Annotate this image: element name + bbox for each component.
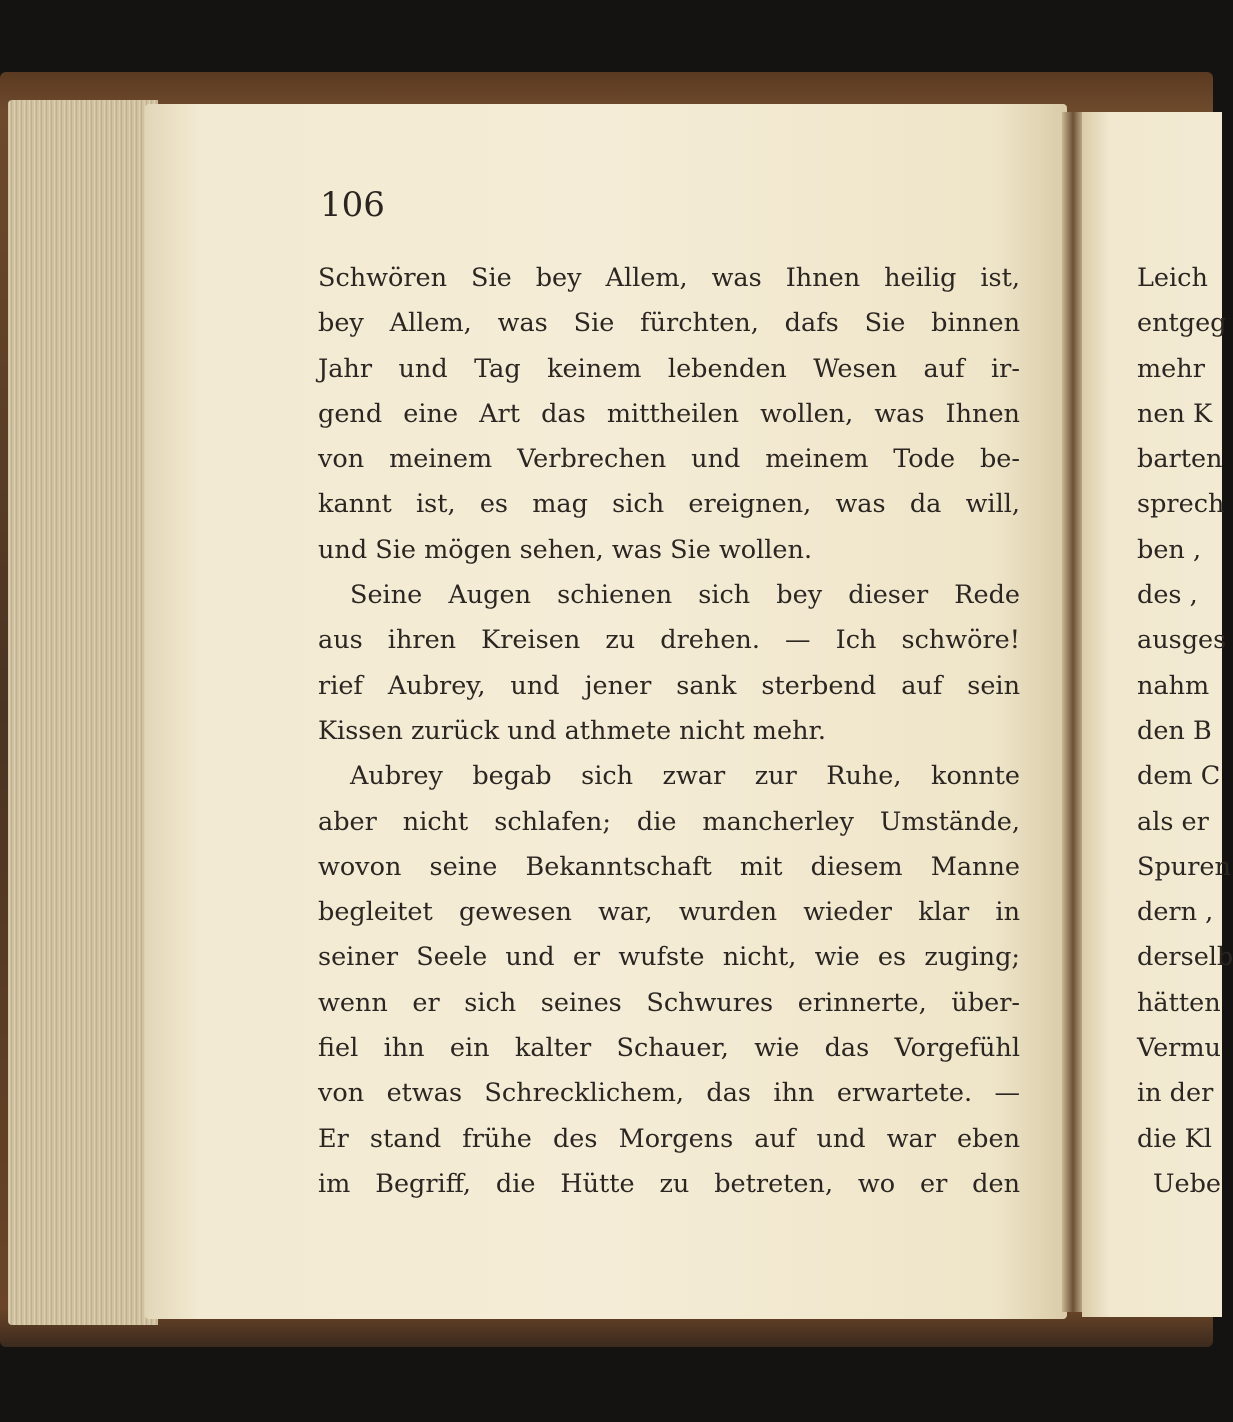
- text-line: hätten: [1137, 987, 1221, 1018]
- text-line: Kissen zurück und athmete nicht mehr.: [318, 715, 826, 746]
- text-line: von meinem Verbrechen und meinem Tode be-: [318, 444, 1020, 475]
- text-line: mehr: [1137, 353, 1205, 384]
- text-line: Er stand frühe des Morgens auf und war eben: [318, 1123, 1020, 1154]
- text-line: Spuren: [1137, 851, 1231, 882]
- text-line: aber nicht schlafen; die mancherley Umstände,: [318, 806, 1020, 837]
- text-line: Aubrey begab sich zwar zur Ruhe, konnte: [350, 761, 1020, 792]
- text-line: dem C: [1137, 761, 1221, 792]
- text-line: nen K: [1137, 398, 1213, 429]
- text-line: Vermu: [1137, 1033, 1221, 1064]
- page-number: 106: [320, 185, 385, 225]
- text-line: wovon seine Bekanntschaft mit diesem Manne: [318, 851, 1020, 882]
- text-line: ben ,: [1137, 534, 1202, 565]
- text-line: und Sie mögen sehen, was Sie wollen.: [318, 534, 813, 565]
- text-line: Leich: [1137, 263, 1208, 293]
- text-line: begleitet gewesen war, wurden wieder klar in: [318, 897, 1020, 928]
- text-line: bey Allem, was Sie fürchten, dafs Sie binnen: [318, 308, 1020, 339]
- text-line: als er: [1137, 806, 1209, 837]
- text-line: ausges: [1137, 625, 1227, 656]
- text-line: sprech: [1137, 489, 1225, 520]
- text-line: rief Aubrey, und jener sank sterbend auf sein: [318, 670, 1020, 701]
- text-line: fiel ihn ein kalter Schauer, wie das Vorgefühl: [318, 1033, 1020, 1064]
- text-line: aus ihren Kreisen zu drehen. — Ich schwöre!: [318, 625, 1020, 656]
- text-line: derselb: [1137, 942, 1233, 973]
- text-line: Schwören Sie bey Allem, was Ihnen heilig ist,: [318, 263, 1020, 293]
- text-line: barten: [1137, 444, 1223, 475]
- text-line: des ,: [1137, 580, 1198, 611]
- text-line: Jahr und Tag keinem lebenden Wesen auf ir-: [318, 353, 1020, 384]
- text-line: gend eine Art das mittheilen wollen, was Ihnen: [318, 398, 1020, 429]
- text-line: den B: [1137, 715, 1212, 746]
- text-line: nahm: [1137, 670, 1210, 701]
- text-line: im Begriff, die Hütte zu betreten, wo er den: [318, 1168, 1020, 1199]
- text-line: Uebe: [1153, 1168, 1221, 1199]
- text-line: wenn er sich seines Schwures erinnerte, über-: [318, 987, 1020, 1018]
- text-line: von etwas Schrecklichem, das ihn erwartete. —: [318, 1078, 1020, 1109]
- left-page-text: [318, 256, 1020, 1207]
- page-edges: [8, 100, 158, 1325]
- text-line: die Kl: [1137, 1123, 1212, 1154]
- text-line: dern ,: [1137, 897, 1214, 928]
- text-line: Seine Augen schienen sich bey dieser Rede: [350, 580, 1020, 611]
- text-line: entgeg: [1137, 308, 1227, 339]
- text-line: seiner Seele und er wufste nicht, wie es zuging;: [318, 942, 1020, 973]
- book-gutter: [1062, 112, 1084, 1312]
- text-line: kannt ist, es mag sich ereignen, was da will,: [318, 489, 1020, 520]
- right-page-text: [1137, 256, 1233, 1207]
- text-line: in der: [1137, 1078, 1214, 1109]
